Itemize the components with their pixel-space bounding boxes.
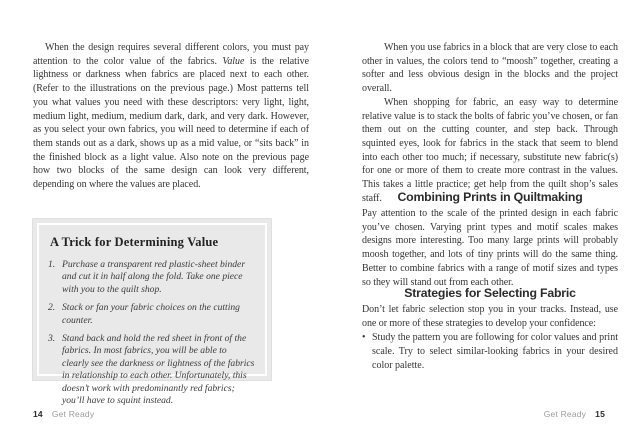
section-heading: Strategies for Selecting Fabric: [404, 286, 576, 300]
paragraph: When shopping for fabric, an easy way to determine relative value is to stack the bolts of fabric you’ve chosen, or fan them out on the cutting counter, and step back. Through squinted eyes, look for fabrics in the stack that seem to blend into each other too much; if necessary, substitute new fabric(s) for one or more of them to create more contrast in the values. This takes a little practice; get help from the quilt shop’s sales staff.: [362, 96, 618, 204]
bullet-marker: •: [362, 332, 366, 344]
list-item-number: 3.: [48, 333, 56, 345]
right-page: [320, 0, 640, 448]
list-item-text: Purchase a transparent red plastic-sheet binder and cut it in half along the fold. Take one piece with you to the quilt shop.: [62, 259, 246, 295]
left-page-footer: [33, 409, 94, 419]
bullet-item: [362, 331, 618, 372]
paragraph: When you use fabrics in a block that are very close to each other in values, the colors tend to “moosh” together, creating a softer and less obvious design in the blocks and the project overall.: [362, 42, 618, 95]
page-number: 14: [33, 409, 43, 419]
list-item-text: Stand back and hold the red sheet in front of the fabrics. In most fabrics, you will be able to clearly see the darkness or lightness of the fabrics in relationship to each other. Unfortunately, this doesn’t work with predominantly red fabrics; you’ll have to squint instead.: [62, 333, 255, 407]
sidebar-tip-box-title: A Trick for Determining Value: [50, 235, 219, 249]
section-title: Get Ready: [51, 409, 95, 419]
page-number: 15: [595, 409, 605, 419]
paragraph: Don’t let fabric selection stop you in your tracks. Instead, use one or more of these strategies to develop your confidence:: [362, 304, 618, 329]
strategies-bullet-list: [362, 331, 618, 372]
section-heading: Combining Prints in Quiltmaking: [397, 190, 583, 204]
section-title: Get Ready: [543, 409, 587, 419]
list-item-number: 2.: [48, 302, 56, 314]
bullet-text: Study the pattern you are following for color values and print scale. Try to select similar-looking fabrics in your desired color palette.: [372, 332, 618, 371]
sidebar-tip-box-frame: [37, 223, 267, 407]
intro-text-before-italic: When the design requires several different colors, you must pay attention to the color value of the fabrics.: [33, 42, 309, 67]
paragraph: Pay attention to the scale of the printed design in each fabric you’ve chosen. Varying print types and motif scales makes designs more interesting. Too many large prints will probably moosh together, and lots of tiny prints will do the same thing. Better to combine fabrics with a range of motif sizes and types so they will stand out from each other.: [362, 208, 618, 288]
list-item: [48, 302, 255, 327]
intro-italic-term: Value: [222, 55, 245, 67]
sidebar-tip-box: [32, 218, 272, 407]
left-intro-paragraph: [33, 41, 309, 192]
list-item-text: Stack or fan your fabric choices on the cutting counter.: [62, 302, 240, 326]
list-item-number: 1.: [48, 259, 56, 270]
right-page-footer: [544, 409, 605, 419]
intro-text-after-italic: is the relative lightness or darkness when fabrics are placed next to each other. (Refer to the illustrations on the previous page.) Most patterns tell you what values you need with these descriptors: very light, light, medium light, medium, medium dark, dark, and very dark. However, as you select your own fabrics, you will need to determine if each of them stands out as a dark, shows up as a mid value, or “sits back” in the finished block as a light value. Also note on the previous page how two blocks of the same design can look very different, depending on where the values are placed.: [33, 55, 309, 191]
list-item: [48, 259, 255, 296]
combining-prints-section: [362, 190, 618, 289]
sidebar-tip-list: [48, 259, 255, 407]
right-intro-block: [362, 41, 618, 205]
list-item: [48, 333, 255, 407]
strategies-section: [362, 286, 618, 373]
